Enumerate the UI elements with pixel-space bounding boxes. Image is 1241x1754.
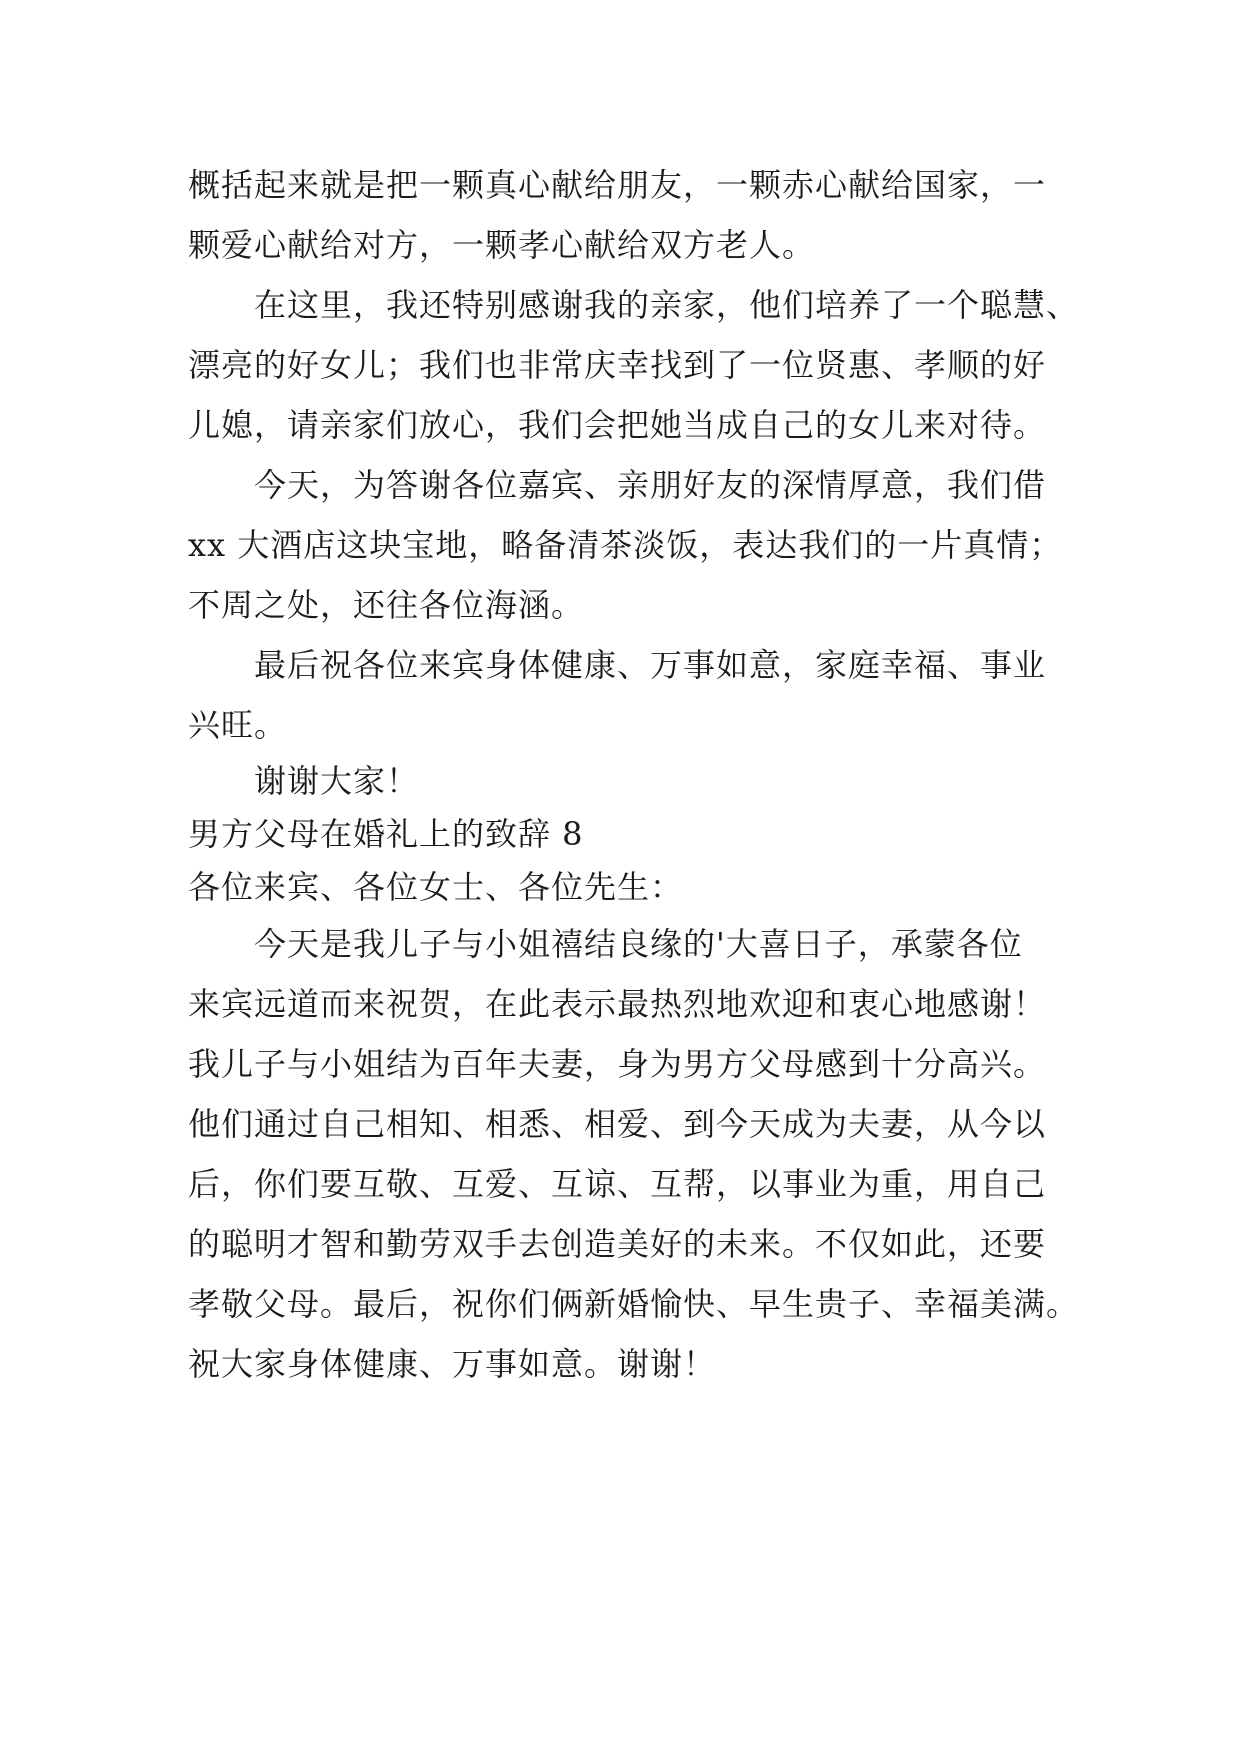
section-heading: 男方父母在婚礼上的致辞 8 xyxy=(188,815,584,853)
text-line: 后，你们要互敬、互爱、互谅、互帮，以事业为重，用自己 xyxy=(188,1165,1047,1203)
document-body xyxy=(188,155,1080,1394)
text-line: xx 大酒店这块宝地，略备清茶淡饭，表达我们的一片真情； xyxy=(188,526,1063,564)
text-line: 的聪明才智和勤劳双手去创造美好的未来。不仅如此，还要 xyxy=(188,1225,1047,1263)
paragraph-start-line: 在这里，我还特别感谢我的亲家，他们培养了一个聪慧、 xyxy=(254,286,1080,324)
text-line: 我儿子与小姐结为百年夫妻，身为男方父母感到十分高兴。 xyxy=(188,1045,1047,1083)
salutation: 各位来宾、各位女士、各位先生： xyxy=(188,868,684,906)
text-line: 颗爱心献给对方，一颗孝心献给双方老人。 xyxy=(188,226,816,264)
text-line: 他们通过自己相知、相悉、相爱、到今天成为夫妻，从今以 xyxy=(188,1105,1047,1143)
paragraph-start-line: 今天，为答谢各位嘉宾、亲朋好友的深情厚意，我们借 xyxy=(254,466,1047,504)
text-line: 来宾远道而来祝贺，在此表示最热烈地欢迎和衷心地感谢！ xyxy=(188,985,1047,1023)
text-line: 孝敬父母。最后，祝你们俩新婚愉快、早生贵子、幸福美满。 xyxy=(188,1285,1080,1323)
closing-thanks: 谢谢大家！ xyxy=(254,762,420,800)
text-line: 兴旺。 xyxy=(188,706,288,744)
paragraph-start-line: 最后祝各位来宾身体健康、万事如意，家庭幸福、事业 xyxy=(254,646,1047,684)
text-line: 漂亮的好女儿；我们也非常庆幸找到了一位贤惠、孝顺的好 xyxy=(188,346,1047,384)
paragraph-start-line: 今天是我儿子与小姐禧结良缘的'大喜日子，承蒙各位 xyxy=(254,925,1023,963)
text-line: 儿媳，请亲家们放心，我们会把她当成自己的女儿来对待。 xyxy=(188,406,1047,444)
text-line: 概括起来就是把一颗真心献给朋友，一颗赤心献给国家，一 xyxy=(188,166,1047,204)
text-line: 不周之处，还往各位海涵。 xyxy=(188,586,585,624)
text-line: 祝大家身体健康、万事如意。谢谢！ xyxy=(188,1345,717,1383)
